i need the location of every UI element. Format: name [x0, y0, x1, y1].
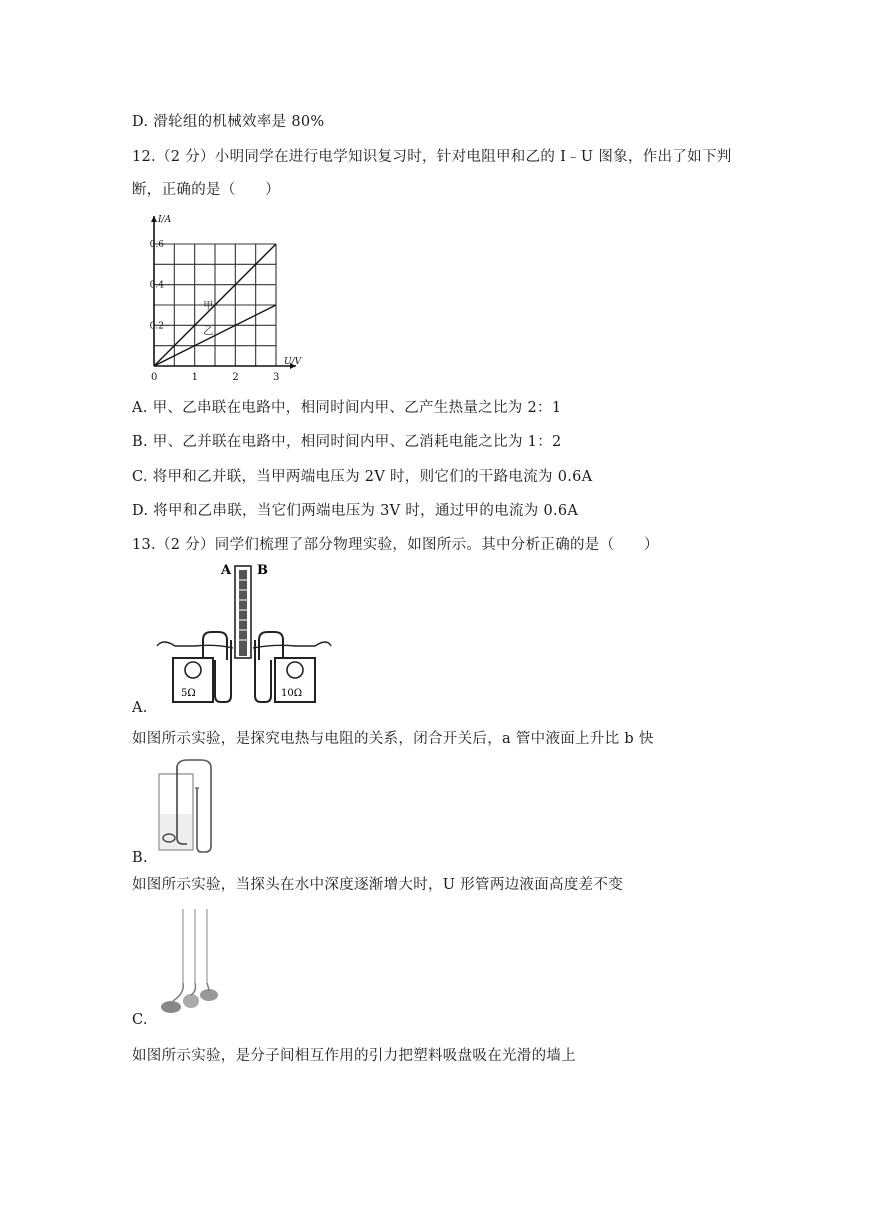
y-tick-label: 0.4 — [149, 280, 164, 291]
q12-stem-line2: 断，正确的是（ ） — [132, 182, 280, 198]
x-tick-label: 3 — [273, 372, 280, 383]
tube-label-b: B — [257, 563, 268, 578]
figure-b-pressure-probe — [155, 758, 225, 854]
y-tick-label: 0.6 — [149, 240, 164, 250]
x-axis-label: U/V — [284, 357, 302, 367]
series-label-yi: 乙 — [203, 326, 214, 338]
right-resistor-label: 10Ω — [281, 688, 303, 699]
left-resistor-label: 5Ω — [181, 688, 196, 699]
y-axis-arrow — [151, 216, 157, 222]
x-tick-label: 0 — [151, 372, 158, 383]
q11-option-d: D. 滑轮组的机械效率是 80% — [132, 114, 325, 130]
option-b-text: 如图所示实验，当探头在水中深度逐渐增大时，U 形管两边液面高度差不变 — [132, 877, 624, 893]
q13-stem: 13.（2 分）同学们梳理了部分物理实验，如图所示。其中分析正确的是（ ） — [132, 537, 659, 553]
tube-label-a: A — [221, 563, 232, 578]
option-b-letter: B. — [132, 850, 148, 866]
iu-graph — [140, 212, 320, 384]
option-c-text: 如图所示实验，是分子间相互作用的引力把塑料吸盘吸在光滑的墙上 — [132, 1048, 576, 1064]
x-tick-label: 1 — [191, 372, 199, 383]
y-tick-label: 0.2 — [149, 321, 164, 332]
option-a-text: 如图所示实验，是探究电热与电阻的关系，闭合开关后，a 管中液面上升比 b 快 — [132, 731, 654, 747]
q12-stem-line1: 12.（2 分）小明同学在进行电学知识复习时，针对电阻甲和乙的 I﹣U 图象，作出了如下判 — [132, 149, 732, 165]
y-axis-label: I/A — [158, 215, 172, 225]
option-a-letter: A. — [132, 700, 148, 716]
q12-option-a: A. 甲、乙串联在电路中，相同时间内甲、乙产生热量之比为 2：1 — [132, 400, 562, 416]
x-tick-label: 2 — [232, 372, 239, 383]
figure-a-joule-heating — [155, 560, 335, 710]
figure-c-suction-cups — [155, 905, 225, 1015]
q12-option-c: C. 将甲和乙并联，当甲两端电压为 2V 时，则它们的干路电流为 0.6A — [132, 469, 593, 485]
q12-option-b: B. 甲、乙并联在电路中，相同时间内甲、乙消耗电能之比为 1：2 — [132, 434, 562, 450]
q12-option-d: D. 将甲和乙串联，当它们两端电压为 3V 时，通过甲的电流为 0.6A — [132, 503, 579, 519]
graph-labels — [150, 215, 303, 383]
series-label-jia: 甲 — [203, 300, 214, 312]
option-c-letter: C. — [132, 1012, 148, 1028]
